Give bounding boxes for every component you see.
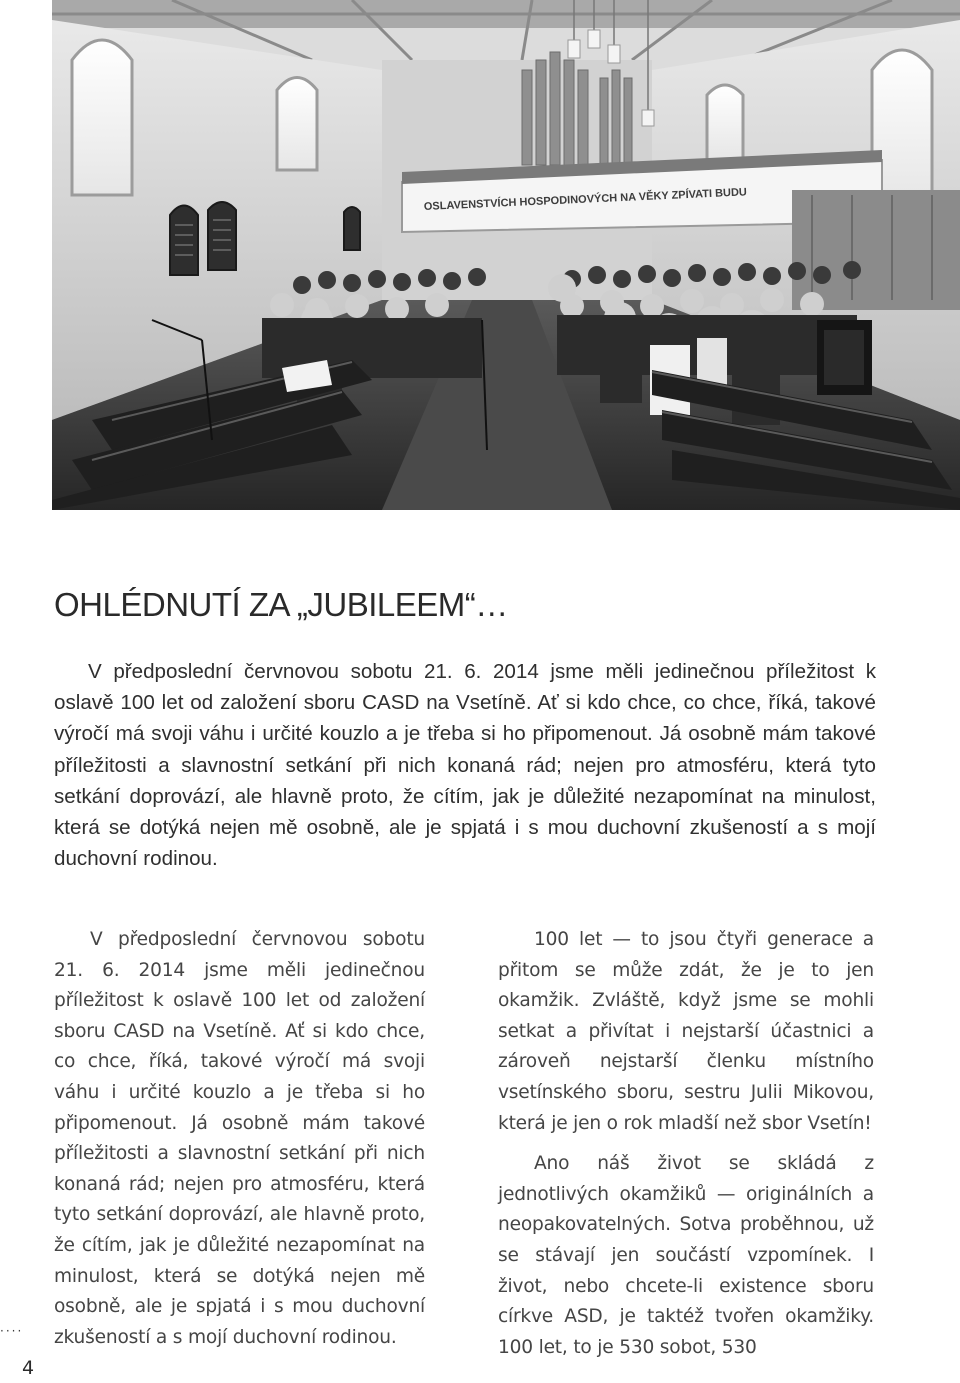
right-column-paragraph-2: Ano náš život se skládá z jednotlivých okamžiků — originálních a neopakovatelných. Sotva proběhnou, už se stávají jen součástí vzpomínek. I život, nebo chcete-li existence sboru církve ASD, je taktéž tvořen okamžiky. 100 let, to je 530 sobot, 530 [498, 1153, 874, 1358]
right-column-paragraph-1: 100 let — to jsou čtyři generace a přitom se může zdát, že je to jen okamžik. Zvláště, když jsme se mohli setkat a přivítat i nejstarší účastnici a zároveň nejstarší členku místního vsetínského sboru, sestru Julii Mikovou, která je jen o rok mladší než sbor Vsetín! [498, 929, 874, 1134]
page-number: 4 [22, 1357, 35, 1379]
page-dots-ornament: ···· [0, 1324, 24, 1338]
article-heading: OHLÉDNUTÍ ZA „JUBILEEM“… [54, 586, 508, 623]
left-column-paragraph: V předposlední červnovou sobotu 21. 6. 2014 jsme měli jedinečnou příležitost k oslavě 100 let od založení sboru CASD na Vsetíně. Ať si kdo chce, co chce, říká, takové výročí má svoji váhu i určité kouzlo a je třeba si ho připomenout. Já osobně mám takové příležitosti a slavnostní setkání při nich konaná rád; nejen pro atmosféru, která tyto setkání doprovází, ale hlavně proto, že cítím, jak je důležité nezapomínat na minulost, která se dotýká nejen mě osobně, ale je spjatá i s mou duchovní zkušeností a s mojí duchovní rodinou. [54, 929, 425, 1348]
intro-paragraph: V předposlední červnovou sobotu 21. 6. 2014 jsme měli jedinečnou příležitost k oslavě 100 let od založení sboru CASD na Vsetíně. Ať si kdo chce, co chce, říká, takové výročí má svoji váhu i určité kouzlo a je třeba si ho připomenout. Já osobně mám takové příležitosti a slavnostní setkání při nich konaná rád; nejen pro atmosféru, která tyto setkání doprovází, ale hlavně proto, že cítím, jak je důležité nezapomínat na minulost, která se dotýká nejen mě osobně, ale je spjatá i s mou duchovní zkušeností a s mojí duchovní rodinou. [54, 660, 876, 871]
left-column [54, 925, 425, 1353]
church-congregation-photo [52, 0, 960, 510]
balcony-banner-text: OSLAVENSTVÍCH HOSPODINOVÝCH NA VĚKY ZPÍVATI BUDU [423, 186, 748, 213]
photo-illustration [52, 0, 960, 510]
right-column [498, 925, 874, 1363]
